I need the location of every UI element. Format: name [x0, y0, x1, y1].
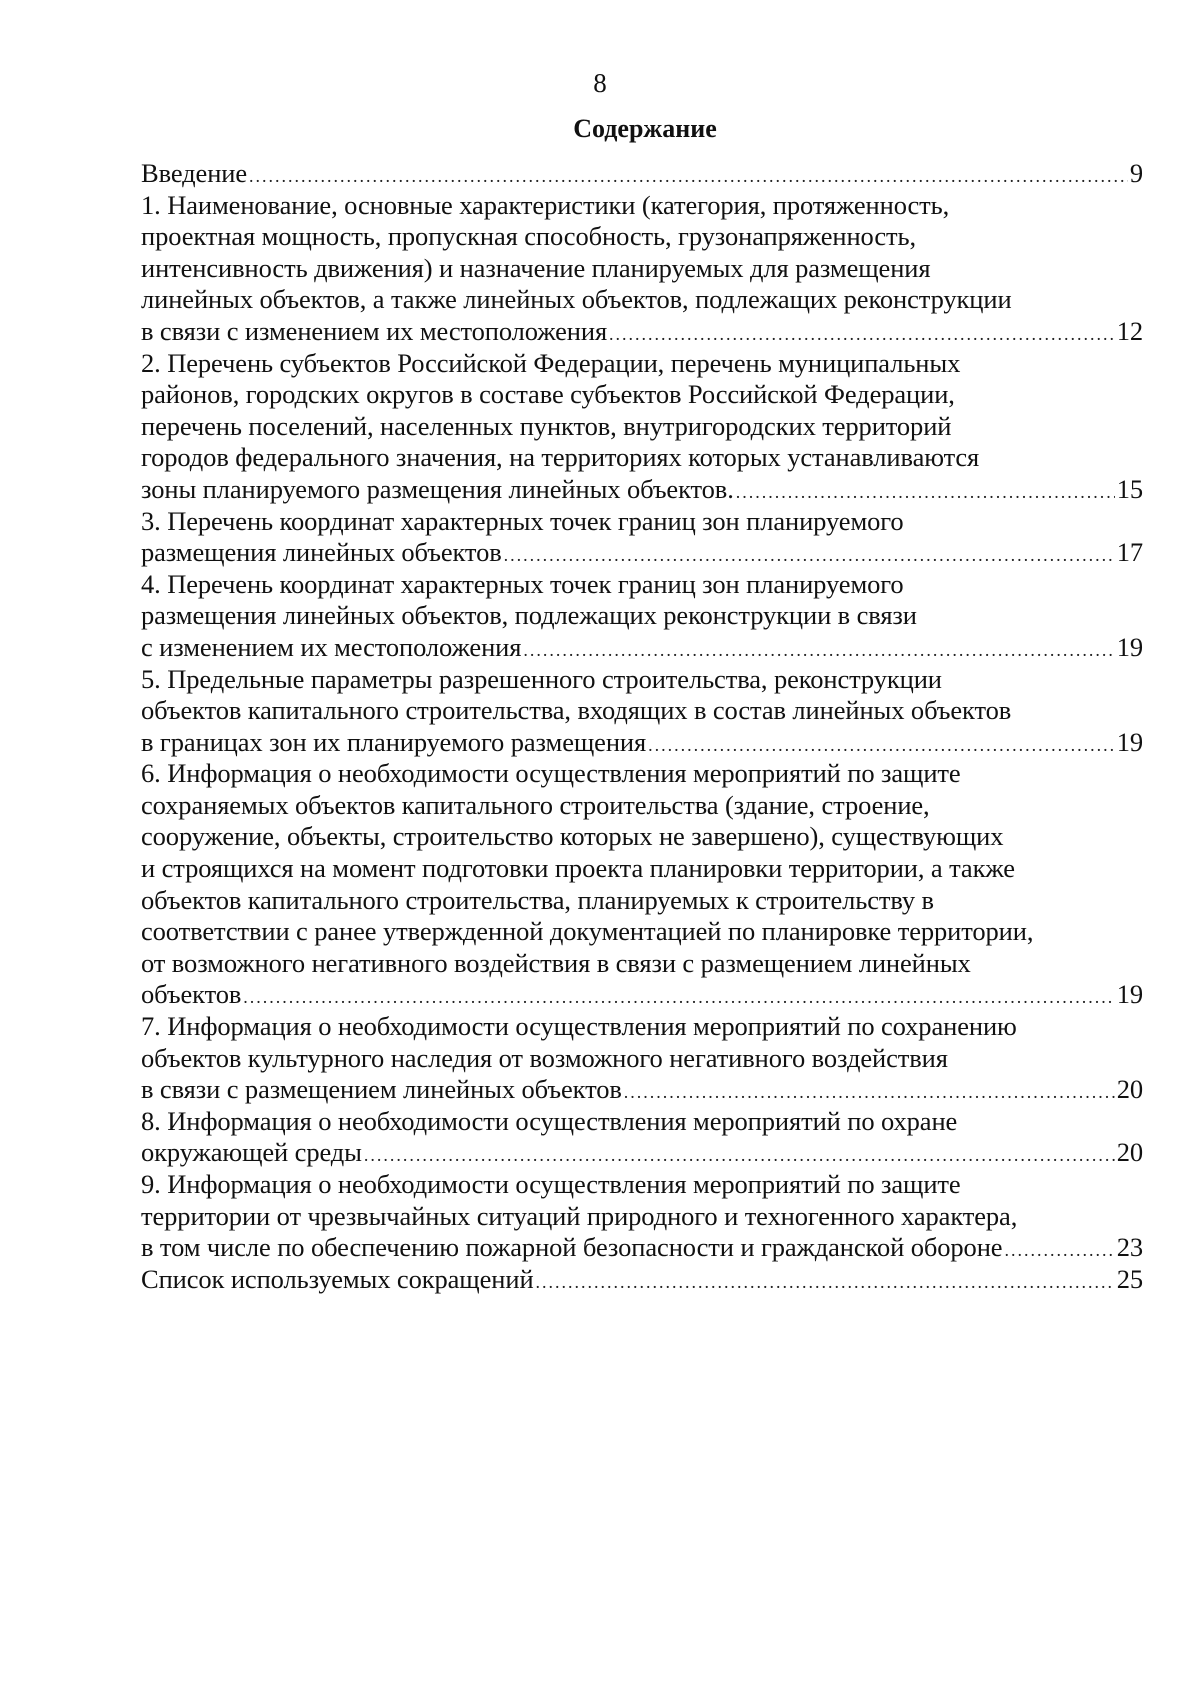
toc-entry-text-line: 1. Наименование, основные характеристики (категория, протяженность, [141, 189, 950, 220]
toc-entry-last-line [141, 1264, 1143, 1296]
toc-entry-text-line: сооружение, объекты, строительство которых не завершено), существующих [141, 821, 1004, 852]
toc-entry[interactable] [141, 664, 1143, 759]
toc-entry-text-line: с изменением их местоположения [141, 631, 522, 662]
toc-entry-text-line: 3. Перечень координат характерных точек границ зон планируемого [141, 505, 904, 536]
toc-entry[interactable] [141, 1264, 1143, 1296]
toc-entry-text-line: проектная мощность, пропускная способность, грузонапряженность, [141, 221, 916, 252]
toc-entry-text-line: объектов капитального строительства, входящих в состав линейных объектов [141, 695, 1012, 726]
toc-entry[interactable] [141, 1106, 1143, 1169]
dot-leader [504, 540, 1115, 572]
toc-entry[interactable] [141, 190, 1143, 348]
toc-entry-text-line: перечень поселений, населенных пунктов, внутригородских территорий [141, 410, 952, 441]
toc-page-number: 19 [1116, 726, 1143, 757]
toc-entry-text-line: Введение [141, 158, 248, 188]
toc-entry-text-line: 2. Перечень субъектов Российской Федерации, перечень муниципальных [141, 347, 961, 378]
toc-entry[interactable] [141, 1011, 1143, 1106]
toc-entry-text-line: зоны планируемого размещения линейных объектов. [141, 473, 734, 504]
toc-entry-last-line [141, 979, 1143, 1011]
toc-entry-text-line: от возможного негативного воздействия в связи с размещением линейных [141, 947, 971, 978]
toc-title: Содержание [573, 114, 717, 143]
toc-entry-text-line: Список используемых сокращений [141, 1263, 534, 1294]
toc-page-number: 17 [1116, 537, 1143, 568]
toc-entry-last-line [141, 727, 1143, 759]
toc-entry[interactable] [141, 569, 1143, 664]
dot-leader [1004, 1235, 1114, 1267]
toc-page-number: 15 [1116, 473, 1143, 504]
dot-leader [243, 982, 1114, 1014]
toc-entry-text-line: линейных объектов, а также линейных объектов, подлежащих реконструкции [141, 284, 1012, 315]
toc-entry-text-line: и строящихся на момент подготовки проекта планировки территории, а также [141, 853, 1015, 884]
toc-entry-text-line: территории от чрезвычайных ситуаций природного и техногенного характера, [141, 1200, 1018, 1231]
toc-entry-last-line [141, 158, 1143, 190]
toc-entry[interactable] [141, 158, 1143, 190]
dot-leader [364, 1140, 1115, 1172]
toc-entry[interactable] [141, 1169, 1143, 1264]
toc-entry-text-line: соответствии с ранее утвержденной документацией по планировке территории, [141, 916, 1034, 947]
toc-page-number: 20 [1116, 1137, 1143, 1168]
toc-entry-last-line [141, 1232, 1143, 1264]
dot-leader [609, 319, 1115, 351]
toc-entry[interactable] [141, 758, 1143, 1011]
toc-page-number: 19 [1116, 631, 1143, 662]
toc-entry-text-line: 4. Перечень координат характерных точек границ зон планируемого [141, 568, 904, 599]
toc-entry-last-line [141, 316, 1143, 348]
dot-leader [536, 1267, 1115, 1299]
toc-page-number: 20 [1116, 1074, 1143, 1105]
toc-entry-text-line: объектов капитального строительства, планируемых к строительству в [141, 884, 934, 915]
page-number: 8 [593, 68, 607, 98]
dot-leader [736, 477, 1115, 509]
toc-entry-text-line: размещения линейных объектов [141, 537, 502, 568]
toc-entry-text-line: объектов культурного наследия от возможного негативного воздействия [141, 1042, 948, 1073]
toc-page-number: 12 [1116, 315, 1143, 346]
toc-entry-text-line: 8. Информация о необходимости осуществления мероприятий по охране [141, 1105, 958, 1136]
toc-entry-text-line: 7. Информация о необходимости осуществления мероприятий по сохранению [141, 1011, 1017, 1042]
toc-entry-text-line: интенсивность движения) и назначение планируемых для размещения [141, 252, 931, 283]
toc-page-number: 23 [1116, 1232, 1143, 1263]
toc-entry-last-line [141, 1137, 1143, 1169]
dot-leader [523, 635, 1114, 667]
toc-entry-last-line [141, 1074, 1143, 1106]
toc-entry-last-line [141, 474, 1143, 506]
dot-leader [624, 1077, 1115, 1109]
toc-entry-last-line [141, 537, 1143, 569]
toc-entry-text-line: городов федерального значения, на территориях которых устанавливаются [141, 442, 980, 473]
dot-leader [249, 161, 1128, 193]
toc-entry-text-line: 5. Предельные параметры разрешенного строительства, реконструкции [141, 663, 942, 694]
toc-entry-text-line: объектов [141, 979, 242, 1010]
toc-entry-text-line: 6. Информация о необходимости осуществления мероприятий по защите [141, 758, 961, 789]
toc-page-number: 25 [1116, 1263, 1143, 1294]
toc-entry-text-line: сохраняемых объектов капитального строительства (здание, строение, [141, 789, 930, 820]
toc-entry-last-line [141, 632, 1143, 664]
toc-entry-text-line: в связи с изменением их местоположения [141, 315, 608, 346]
toc-entry-text-line: в связи с размещением линейных объектов [141, 1074, 622, 1105]
toc-entry-text-line: районов, городских округов в составе субъектов Российской Федерации, [141, 379, 955, 410]
toc-entry-text-line: окружающей среды [141, 1137, 362, 1168]
dot-leader [648, 730, 1115, 762]
toc-entry-text-line: в границах зон их планируемого размещения [141, 726, 647, 757]
toc-entry-text-line: в том числе по обеспечению пожарной безопасности и гражданской обороне [141, 1232, 1003, 1263]
toc-page-number: 9 [1129, 158, 1143, 188]
toc-page-number: 19 [1116, 979, 1143, 1010]
table-of-contents [141, 158, 1143, 1295]
toc-entry[interactable] [141, 506, 1143, 569]
toc-entry-text-line: 9. Информация о необходимости осуществления мероприятий по защите [141, 1169, 961, 1199]
toc-entry-text-line: размещения линейных объектов, подлежащих реконструкции в связи [141, 600, 917, 631]
toc-entry[interactable] [141, 348, 1143, 506]
